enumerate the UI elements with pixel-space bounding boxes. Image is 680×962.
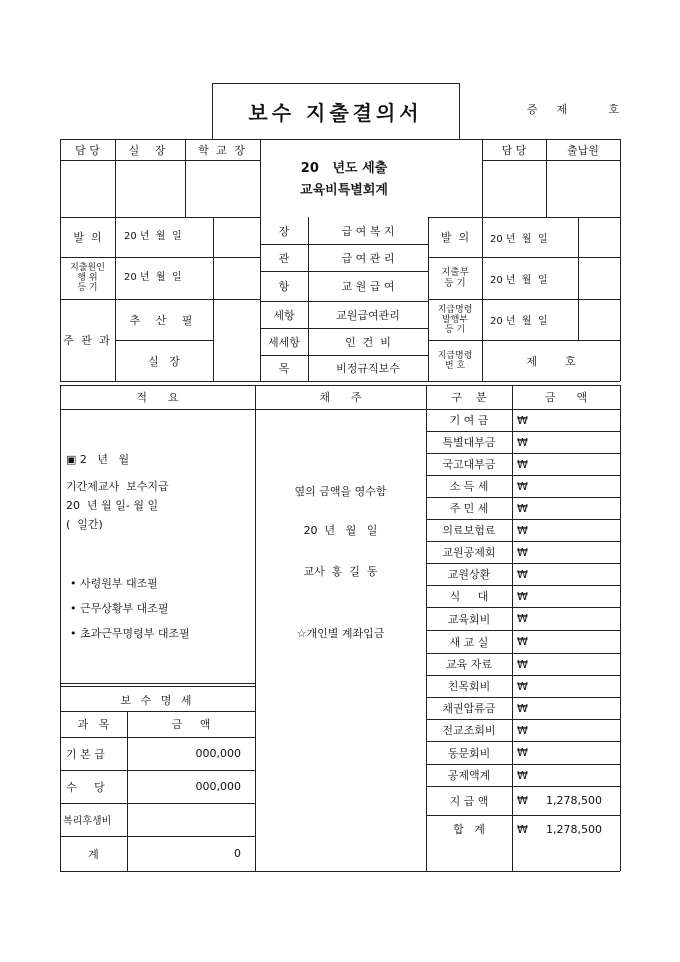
hang-value: 교 원 급 여 (341, 280, 395, 293)
left-jichul-label-3: 등 기 (77, 283, 98, 293)
document-title: 보수 지출결의서 (248, 100, 423, 125)
won-sign: ₩ (517, 746, 528, 759)
won-sign: ₩ (517, 545, 528, 559)
right-jigeup-label (428, 299, 482, 340)
won-sign: ₩ (517, 589, 528, 603)
item-amount (535, 563, 620, 585)
item-name: 동문회비 (447, 746, 491, 760)
left-jichul-date: 20 년 월 일 (124, 272, 182, 283)
grid-line (620, 385, 621, 871)
bosu-row-amount: 000,000 (195, 747, 241, 760)
item-amount (535, 653, 620, 675)
item-amount (535, 431, 620, 453)
jeokyo-line-1: ▣ 2 년 월 (66, 453, 130, 466)
right-jigeupno-label (428, 340, 482, 381)
won-sign: ₩ (517, 723, 528, 737)
right-bal-date: 20 년 월 일 (490, 233, 548, 245)
jeokyo-bullet-3-text: 초과근무명령부 대조필 (80, 627, 190, 640)
item-name: 특별대부금 (442, 436, 496, 449)
item-name: 기 여 금 (449, 414, 489, 427)
jeokyo-bullet-1: • 사령원부 대조필 (70, 577, 158, 590)
grid-line (60, 160, 260, 161)
item-amount (535, 475, 620, 497)
grid-line (60, 686, 255, 687)
jugwan-label: 주 관 과 (63, 334, 112, 347)
sesehang-label: 세세항 (268, 335, 300, 349)
item-name: 교육 자료 (445, 658, 492, 671)
left-approval-head-2: 실 장 (128, 143, 172, 157)
item-name: 친목회비 (447, 680, 491, 693)
grid-line (482, 160, 620, 161)
geumaek-header: 금 액 (544, 391, 588, 404)
won-sign: ₩ (517, 768, 528, 782)
chaeju-line-2: 20 년 월 일 (303, 523, 378, 537)
grid-line (459, 83, 460, 139)
bosu-row-name: 복리후생비 (63, 816, 112, 827)
item-amount: 1,278,500 (546, 794, 602, 807)
jeokyo-bullet-1-text: 사령원부 대조필 (80, 577, 158, 590)
won-sign: ₩ (517, 701, 528, 715)
item-amount (535, 697, 620, 719)
item-amount (535, 409, 620, 431)
silj-label: 실 장 (148, 354, 180, 368)
won-sign: ₩ (517, 657, 528, 671)
item-name: 의료보험료 (442, 524, 496, 537)
won-sign: ₩ (517, 457, 528, 471)
grid-line (512, 385, 513, 871)
won-sign: ₩ (517, 567, 528, 581)
item-name: 식 대 (449, 590, 489, 603)
won-sign: ₩ (517, 413, 528, 427)
left-jichul-label-1: 지출원인 (70, 263, 105, 273)
chusan-label: 추 산 필 (129, 313, 199, 327)
item-amount: 1,278,500 (546, 822, 602, 836)
bosu-row-name: 수 당 (66, 780, 105, 794)
grid-line (60, 871, 620, 872)
item-amount (535, 741, 620, 764)
item-amount (535, 719, 620, 741)
won-sign: ₩ (517, 479, 528, 493)
chaeju-line-3: 교사 홍 길 동 (303, 564, 378, 578)
right-jigeup-date: 20 년 월 일 (490, 316, 548, 327)
fiscal-line-2: 교육비특별회계 (300, 182, 388, 198)
item-name: 지 급 액 (449, 794, 489, 808)
won-sign: ₩ (517, 635, 528, 648)
right-approval-head-1: 담 당 (501, 143, 527, 157)
bosu-row-name: 계 (88, 847, 99, 861)
item-amount (535, 519, 620, 541)
item-name: 새 교 실 (449, 635, 489, 649)
right-jigeupno-label-1: 지급명령 (437, 350, 473, 361)
right-jichulbu-label-1: 지출부 (441, 267, 469, 278)
gubun-header: 구 분 (451, 391, 487, 404)
mok-value: 비정규직보수 (336, 362, 400, 375)
jang-label: 장 (278, 224, 290, 238)
won-sign: ₩ (517, 501, 528, 515)
right-jichulbu-label-2: 등 기 (444, 278, 466, 289)
right-jigeupno-label-2: 번 호 (444, 360, 466, 371)
left-approval-head-3: 학 교 장 (198, 143, 247, 157)
sehang-value: 교원급여관리 (336, 308, 400, 322)
right-jigeupno: 제 호 (526, 354, 576, 368)
mok-label: 목 (278, 362, 290, 375)
item-name: 채권압류금 (442, 702, 496, 715)
item-name: 전교조회비 (442, 724, 496, 737)
bosu-row-amount (127, 803, 255, 836)
item-amount (535, 764, 620, 786)
won-sign: ₩ (517, 435, 528, 449)
won-sign: ₩ (517, 612, 528, 625)
right-jigeup-label-2: 발행부 (441, 314, 469, 325)
item-amount (535, 607, 620, 630)
item-amount (535, 497, 620, 519)
left-jichul-label-2: 행 위 (77, 273, 98, 283)
left-bal-date: 20 년 월 일 (124, 231, 182, 242)
bosu-row-name: 기 본 급 (66, 747, 105, 761)
item-name: 교원상환 (447, 568, 491, 581)
bosu-col-1: 과 목 (77, 718, 110, 731)
right-jigeup-label-1: 지급명령 (437, 304, 473, 315)
won-sign: ₩ (517, 679, 528, 693)
right-bal-label: 발 의 (440, 231, 470, 244)
item-amount (535, 630, 620, 653)
item-name: 합 계 (453, 823, 485, 836)
grid-line (578, 217, 579, 340)
item-name: 소 득 세 (449, 480, 489, 493)
sehang-label: 세항 (273, 308, 295, 322)
bosu-title: 보 수 명 세 (120, 694, 195, 707)
gwan-value: 급 여 관 리 (341, 251, 395, 265)
won-sign: ₩ (517, 822, 528, 836)
gwan-label: 관 (278, 251, 290, 265)
item-amount (535, 453, 620, 475)
hang-label: 항 (278, 280, 290, 293)
item-amount (535, 585, 620, 607)
right-jichulbu-label (428, 257, 482, 299)
right-jigeup-label-3: 등 기 (444, 324, 466, 335)
jang-value: 급 여 복 지 (341, 224, 395, 238)
chaeju-line-4: ☆개인별 계좌입금 (296, 626, 385, 640)
grid-line (212, 83, 213, 139)
sesehang-value: 인 건 비 (345, 335, 391, 349)
item-name: 주 민 세 (449, 502, 489, 515)
jeokyo-line-4: ( 일간) (66, 518, 103, 531)
chaeju-line-1: 옆의 금액을 영수함 (294, 484, 387, 498)
item-name: 공제액계 (447, 769, 491, 782)
bosu-row-amount: 0 (234, 847, 241, 860)
grid-line (60, 381, 620, 382)
jeokyo-bullet-2-text: 근무상황부 대조필 (80, 602, 169, 615)
grid-line (212, 83, 459, 84)
won-sign: ₩ (517, 523, 528, 537)
fiscal-line-1: 20 년도 세출 (300, 160, 388, 176)
left-bal-label: 발 의 (73, 231, 102, 244)
won-sign: ₩ (517, 794, 528, 807)
bosu-row-amount: 000,000 (195, 780, 241, 793)
jeokyo-header: 적 요 (136, 391, 179, 404)
left-jichul-label (60, 257, 115, 299)
right-jichulbu-date: 20 년 월 일 (490, 274, 548, 286)
jeokyo-line-3: 20 년 월 일- 월 일 (66, 499, 159, 512)
jeokyo-bullet-3: • 초과근무명령부 대조필 (70, 627, 190, 640)
jeungje-label: 증 제 호 (526, 103, 624, 116)
left-approval-head-1: 담 당 (75, 143, 100, 157)
jeokyo-line-2: 기간제교사 보수지급 (66, 480, 169, 493)
bosu-col-2: 금 액 (171, 718, 211, 731)
item-amount (535, 541, 620, 563)
jeokyo-bullet-2: • 근무상황부 대조필 (70, 602, 169, 615)
grid-line (60, 683, 255, 684)
item-amount (535, 675, 620, 697)
item-name: 교육회비 (447, 612, 491, 626)
item-name: 국고대부금 (442, 458, 496, 471)
right-approval-head-2: 출납원 (567, 143, 599, 157)
item-name: 교원공제회 (442, 546, 496, 559)
grid-line (620, 139, 621, 381)
chaeju-header: 채 주 (319, 391, 362, 404)
